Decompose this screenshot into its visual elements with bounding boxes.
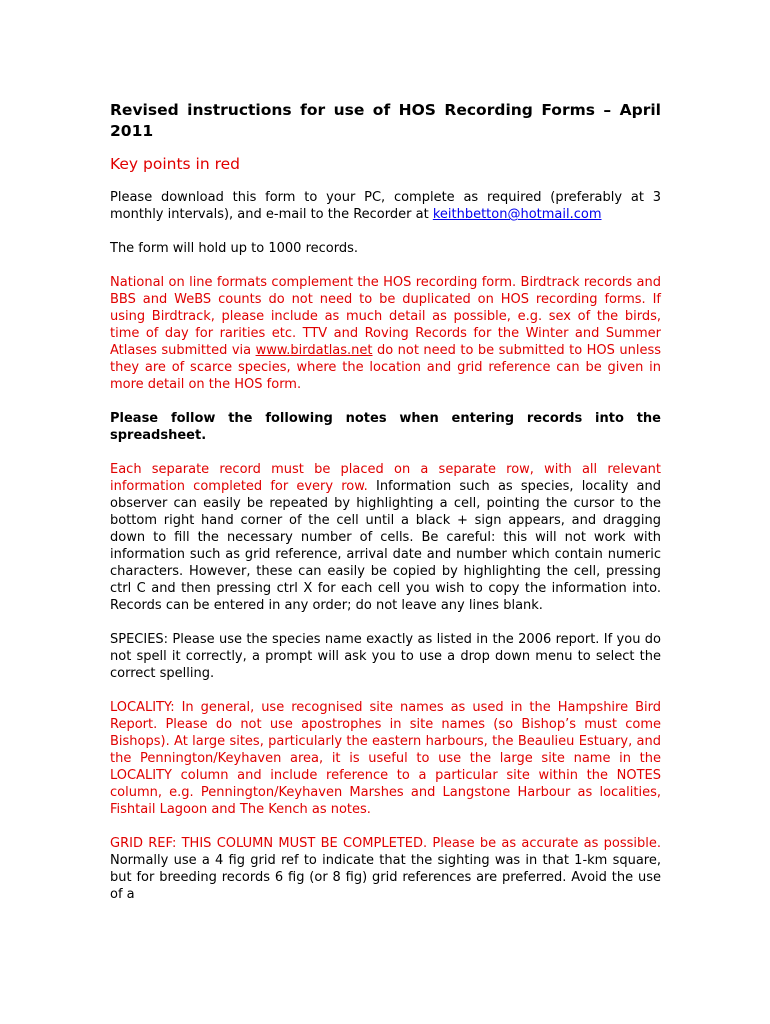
birdatlas-link[interactable]: www.birdatlas.net bbox=[255, 343, 373, 358]
document-body bbox=[110, 100, 661, 903]
download-instructions-paragraph bbox=[110, 189, 661, 223]
national-formats-text-before: National on line formats complement the HOS recording form. Birdtrack records and BBS and WeBS counts do not need to be duplicated on HOS recording forms. If using Birdtrack, please include as much detail as possible, e.g. sex of the birds, time of day for rarities etc. TTV and Roving Records for the Winter and Summer Atlases submitted via bbox=[110, 275, 661, 358]
document-title: Revised instructions for use of HOS Recording Forms – April 2011 bbox=[110, 101, 661, 140]
national-formats-text-after: do not need to be submitted to HOS unless they are of scarce species, where the location and grid reference can be given in more detail on the HOS form. bbox=[110, 343, 661, 392]
separate-record-paragraph bbox=[110, 461, 661, 614]
separate-record-red-text: Each separate record must be placed on a separate row, with all relevant information completed for every row. bbox=[110, 462, 661, 494]
locality-paragraph: LOCALITY: In general, use recognised site names as used in the Hampshire Bird Report. Please do not use apostrophes in site names (so Bishop’s must come Bishops). At large sites, particularly the eastern harbours, the Beaulieu Estuary, and the Pennington/Keyhaven area, it is useful to use the large site name in the LOCALITY column and include reference to a particular site within the NOTES column, e.g. Pennington/Keyhaven Marshes and Langstone Harbour as localities, Fishtail Lagoon and The Kench as notes. bbox=[110, 700, 661, 817]
follow-notes-heading: Please follow the following notes when entering records into the spreadsheet. bbox=[110, 411, 661, 443]
grid-ref-paragraph bbox=[110, 835, 661, 903]
species-paragraph: SPECIES: Please use the species name exactly as listed in the 2006 report. If you do not spell it correctly, a prompt will ask you to use a drop down menu to select the correct spelling. bbox=[110, 632, 661, 681]
key-points-heading: Key points in red bbox=[110, 155, 241, 173]
download-instructions-text: Please download this form to your PC, complete as required (preferably at 3 monthly intervals), and e-mail to the Recorder at bbox=[110, 190, 661, 222]
recorder-email-link[interactable]: keithbetton@hotmail.com bbox=[432, 207, 602, 222]
grid-ref-red-text: GRID REF: THIS COLUMN MUST BE COMPLETED. Please be as accurate as possible. bbox=[110, 836, 661, 851]
national-formats-paragraph bbox=[110, 274, 661, 393]
capacity-paragraph: The form will hold up to 1000 records. bbox=[110, 241, 358, 256]
separate-record-text: Information such as species, locality and observer can easily be repeated by highlighting a cell, pointing the cursor to the bottom right hand corner of the cell until a black + sign appears, and dragging down to fill the necessary number of cells. Be careful: this will not work with information such as grid reference, arrival date and number which contain numeric characters. However, these can easily be copied by highlighting the cell, pressing ctrl C and then pressing ctrl X for each cell you wish to copy the information into. Records can be entered in any order; do not leave any lines blank. bbox=[110, 479, 661, 613]
grid-ref-text: Normally use a 4 fig grid ref to indicate that the sighting was in that 1-km square, but for breeding records 6 fig (or 8 fig) grid references are preferred. Avoid the use of a bbox=[110, 853, 661, 902]
